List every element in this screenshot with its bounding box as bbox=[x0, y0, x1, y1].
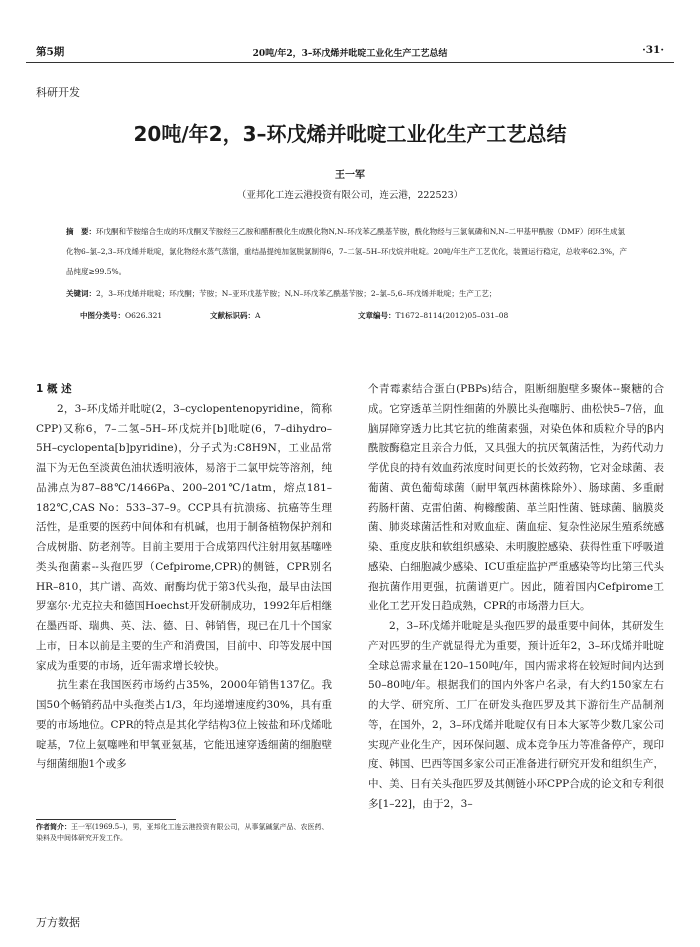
header-rule bbox=[26, 62, 674, 63]
paragraph: 抗生素在我国医药市场约占35%，2000年销售137亿。我国50个畅销药品中头孢类占1/3，年均递增速度约30%，具有重要的市场地位。CPR的特点是其化学结构3位上铵盐和环戊烯吡啶基，7位上氨噻唑和甲氧亚氨基，它能迅速穿透细菌的细胞壁与细菌细胞1个或多 bbox=[36, 679, 332, 771]
section-heading: 1 概 述 bbox=[36, 383, 72, 395]
document-code: 文献标识码：A bbox=[210, 311, 261, 320]
clc-number: 中图分类号：O626.321 bbox=[80, 311, 163, 320]
body-left-column bbox=[36, 380, 332, 775]
abstract-text: 环戊酮和苄胺缩合生成的环戊酮叉苄胺经三乙胺和醋酐酰化生成酰化物N,N–环戊苯乙酰基苄胺，酰化物经与三氯氧磷和N,N–二甲基甲酰胺（DMF）闭环生成氯化物6–氯–2,3–环戊烯并吡啶，氯化物经水蒸气蒸馏，重结晶提纯加氢脱氯制得6，7–二氢–5H–环戊烷并吡啶。20吨/年生产工艺优化，装置运行稳定，总收率62.3%，产品纯度≥99.5%。 bbox=[66, 227, 627, 276]
author: 王一军 bbox=[335, 170, 365, 181]
keywords bbox=[66, 288, 632, 299]
keywords-label: 关键词： bbox=[66, 289, 96, 298]
page-number: ·31· bbox=[642, 44, 664, 56]
watermark: 万方数据 bbox=[36, 916, 80, 929]
abstract bbox=[66, 222, 632, 282]
author-footnote: 作者简介：王一军(1969.5–)，男，亚邦化工连云港投资有限公司，从事氯碱氯产品、农医药、染料及中间体研究开发工作。 bbox=[36, 822, 329, 842]
body-right-column bbox=[368, 380, 664, 815]
paragraph: 2，3–环戊烯并吡啶是头孢匹罗的最重要中间体，其研发生产对匹罗的生产就显得尤为重要，预计近年2，3–环戊烯并吡啶全球总需求量在120–150吨/年，国内需求将在较短时间内达到50–80吨/年。根据我们的国内外客户名录，有大约150家左右的大学、研究所、工厂在研发头孢匹罗及其下游衍生产品制剂等，在国外，2，3–环戊烯并吡啶仅有日本大冢等少数几家公司实现产业化生产，因环保问题、成本竞争压力等准备停产，现印度、韩国、巴西等国多家公司正准备进行研究开发和组织生产，中、美、日有关头孢匹罗及其侧链小环CPP合成的论文和专利很多[1–22]，由于2，3– bbox=[368, 620, 664, 810]
affiliation: （亚邦化工连云港投资有限公司，连云港，222523） bbox=[236, 190, 464, 201]
keywords-text: 2，3–环戊烯并吡啶；环戊酮；苄胺；N–亚环戊基苄胺；N,N–环戊苯乙酰基苄胺；2–氯–5,6–环戊烯并吡啶；生产工艺； bbox=[96, 289, 497, 298]
issue-number: 第5期 bbox=[36, 46, 65, 58]
section-label: 科研开发 bbox=[36, 86, 80, 99]
article-title: 20吨/年2，3–环戊烯并吡啶工业化生产工艺总结 bbox=[133, 122, 567, 146]
running-title: 20吨/年2，3–环戊烯并吡啶工业化生产工艺总结 bbox=[252, 49, 448, 59]
article-number: 文章编号：T1672–8114(2012)05–031–08 bbox=[358, 311, 509, 320]
footnote-rule bbox=[36, 819, 176, 820]
paragraph: 2，3–环戊烯并吡啶(2，3–cyclopentenopyridine，简称CPP)又称6，7–二氢–5H–环戊烷并[b]吡啶(6，7–dihydro–5H–cyclopenta[b]pyridine)，分子式为:C8H9N，工业品常温下为无色至淡黄色油状透明液体，易溶于二氯甲烷等溶剂，纯品沸点为87–88℃/1466Pa、200–201℃/1atm，熔点181–182℃,CAS No：533–37–9。CCP具有抗溃疡、抗癌等生理活性，是重要的医药中间体和有机碱，也用于制备植物保护剂和合成树脂、防老剂等。目前主要用于合成第四代注射用氨基噻唑类头孢菌素--头孢匹罗（Cefpirome,CPR)的侧链，CPR别名HR–810，其广谱、高效、耐酶均优于第3代头孢，最早由法国罗塞尔·尤克拉夫和德国Hoechst开发研制成功，1992年后相继在墨西哥、瑞典、英、法、德、日、韩销售，现已在几十个国家上市，日本以前是主要的生产和消费国，目前中、印等发展中国家成为重要的市场，近年需求增长较快。 bbox=[36, 402, 332, 672]
paragraph: 个青霉素结合蛋白(PBPs)结合，阻断细胞壁多聚体--聚糖的合成。它穿透革兰阴性细菌的外膜比头孢噻肟、曲松快5–7倍，血脑屏障穿透力比其它抗的维菌素强，对染色体和质粒介导的β内酰胺酶稳定且亲合力低，又具强大的抗厌氧菌活性，为药代动力学优良的持有效血药浓度时间更长的长效药物，它对金球菌、表葡菌、黄色葡萄球菌（耐甲氧西林菌株除外）、肠球菌、多重耐药肠杆菌、克雷伯菌、枸橼酸菌、革兰阳性菌、链球菌、脑膜炎菌、肺炎球菌活性和对败血症、菌血症、复杂性泌尿生殖系统感染、重度皮肤和软组织感染、未明腹腔感染、获得性重下呼吸道感染、白细胞减少感染、ICU重症监护严重感染等均比第三代头孢抗菌作用更强，抗菌谱更广。因此，随着国内Cefpirome工业化工艺开发日趋成熟，CPR的市场潜力巨大。 bbox=[368, 383, 664, 613]
abstract-label: 摘 要： bbox=[66, 227, 96, 236]
